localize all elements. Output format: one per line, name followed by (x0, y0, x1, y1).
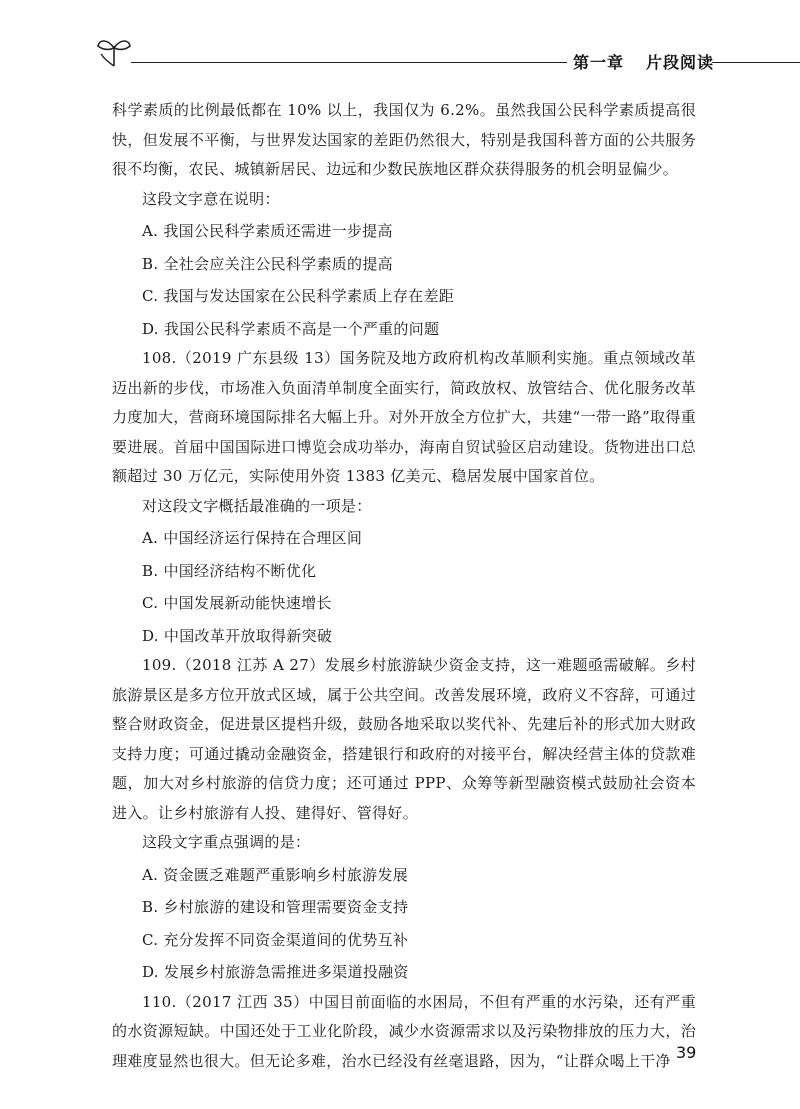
chapter-label: 第一章 (573, 53, 625, 72)
q109-option-c: C. 充分发挥不同资金渠道间的优势互补 (142, 930, 409, 949)
chapter-title (567, 50, 720, 73)
q109-option-a: A. 资金匮乏难题严重影响乡村旅游发展 (142, 865, 409, 884)
page-content (112, 96, 696, 1076)
q109-option-d: D. 发展乡村旅游急需推进多渠道投融资 (142, 963, 409, 981)
q108-option-b: B. 中国经济结构不断优化 (142, 561, 317, 580)
q109-stem: 这段文字重点强调的是： (142, 833, 311, 851)
section-label: 片段阅读 (646, 53, 715, 72)
q108-option-d: D. 中国改革开放取得新突破 (142, 626, 333, 645)
q107-option-a: A. 我国公民科学素质还需进一步提高 (142, 222, 393, 240)
q108-stem: 对这段文字概括最准确的一项是： (142, 496, 372, 515)
running-header (95, 30, 800, 70)
header-rule-right (712, 62, 800, 63)
q107-option-b: B. 全社会应关注公民科学素质的提高 (142, 254, 393, 273)
q108-passage: 108.（2019 广东县级 13）国务院及地方政府机构改革顺利实施。重点领域改革迈出新的步伐，市场准入负面清单制度全面实行，简政放权、放管结合、优化服务改革力度加大，营商环境国际排名大幅上升。对外开放全方位扩大，共建“一带一路”取得重要进展。首届中国国际进口博览会成功举办，海南自贸试验区启动建设。货物进出口总额超过 30 万亿元，实际使用外资 1383 亿美元、稳居发展中国家首位。 (112, 349, 696, 485)
q109-passage: 109.（2018 江苏 A 27）发展乡村旅游缺少资金支持，这一难题亟需破解。乡村旅游景区是多方位开放式区域，属于公共空间。改善发展环境，政府义不容辞，可通过整合财政资金，促进景区提档升级，鼓励各地采取以奖代补、先建后补的形式加大财政支持力度；可通过撬动金融资金，搭建银行和政府的对接平台，解决经营主体的贷款难题，加大对乡村旅游的信贷力度；还可通过 PPP、众筹等新型融资模式鼓励社会资本进入。让乡村旅游有人投、建得好、管得好。 (112, 656, 696, 822)
q107-passage-tail: 科学素质的比例最低都在 10% 以上，我国仅为 6.2%。虽然我国公民科学素质提高很快，但发展不平衡，与世界发达国家的差距仍然很大，特别是我国科普方面的公共服务很不均衡，农民、城镇新居民、边远和少数民族地区群众获得服务的机会明显偏少。 (112, 101, 696, 178)
q107-option-d: D. 我国公民科学素质不高是一个严重的问题 (142, 319, 440, 338)
q107-stem: 这段文字意在说明： (142, 189, 280, 208)
sprout-icon (95, 34, 133, 68)
q110-passage: 110.（2017 江西 35）中国目前面临的水困局，不但有严重的水污染，还有严重的水资源短缺。中国还处于工业化阶段，减少水资源需求以及污染物排放的压力大，治理难度显然也很大。但无论多难，治水已经没有丝毫退路，因为，“让群众喝上干净 (112, 992, 696, 1070)
q107-option-c: C. 我国与发达国家在公民科学素质上存在差距 (142, 287, 455, 305)
page-number: 39 (676, 1043, 697, 1062)
q108-option-a: A. 中国经济运行保持在合理区间 (142, 529, 363, 547)
header-rule-left (131, 62, 641, 63)
q109-option-b: B. 乡村旅游的建设和管理需要资金支持 (142, 898, 409, 916)
q108-option-c: C. 中国发展新动能快速增长 (142, 594, 332, 612)
